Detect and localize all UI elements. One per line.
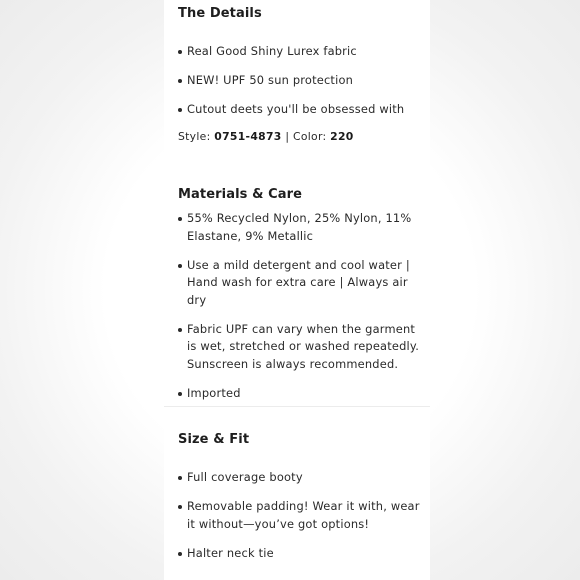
details-list [178, 43, 428, 119]
bullet-icon [178, 50, 182, 54]
color-number: 220 [330, 129, 354, 143]
size-fit-section [178, 432, 428, 562]
bullet-icon [178, 505, 182, 509]
materials-title: Materials & Care [178, 187, 303, 202]
style-label: Style: [178, 129, 211, 143]
bullet-icon [178, 552, 182, 556]
details-title: The Details [178, 6, 262, 21]
color-label: Color: [293, 129, 327, 143]
bullet-icon [178, 79, 182, 83]
bullet-icon [178, 392, 182, 396]
list-item: Real Good Shiny Lurex fabric [178, 43, 428, 61]
materials-list [178, 210, 428, 402]
materials-section [178, 187, 428, 402]
list-item: NEW! UPF 50 sun protection [178, 72, 428, 90]
bullet-icon [178, 108, 182, 112]
separator: | [285, 129, 290, 143]
bullet-icon [178, 217, 182, 221]
list-item: Fabric UPF can vary when the garment is wet, stretched or washed repeatedly. Sunscreen is always recommended. [178, 321, 428, 374]
size-fit-list [178, 469, 428, 562]
bullet-icon [178, 264, 182, 268]
list-item: Cutout deets you'll be obsessed with [178, 101, 428, 119]
list-item: Use a mild detergent and cool water | Hand wash for extra care | Always air dry [178, 257, 428, 310]
list-item: Halter neck tie [178, 545, 428, 563]
product-info-panel [164, 0, 430, 580]
bullet-icon [178, 328, 182, 332]
list-item: Full coverage booty [178, 469, 428, 487]
style-number: 0751-4873 [214, 129, 282, 143]
size-fit-title: Size & Fit [178, 432, 250, 447]
bullet-icon [178, 476, 182, 480]
style-color-line [178, 129, 428, 145]
list-item: Imported [178, 385, 428, 403]
list-item: Removable padding! Wear it with, wear it without—you’ve got options! [178, 498, 428, 533]
section-divider [164, 406, 430, 407]
list-item: 55% Recycled Nylon, 25% Nylon, 11% Elastane, 9% Metallic [178, 210, 428, 245]
details-section [178, 6, 428, 145]
